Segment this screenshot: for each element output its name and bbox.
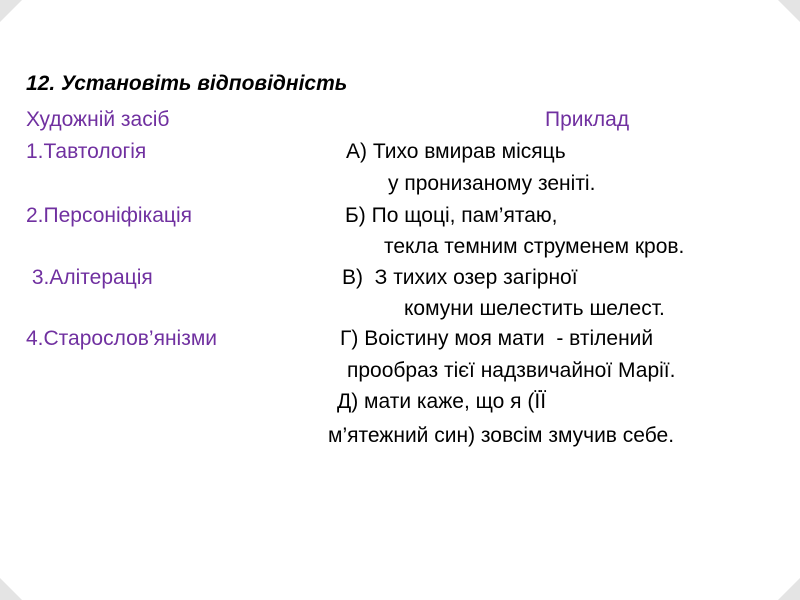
device-item-2: 2.Персоніфікація (26, 204, 192, 227)
example-b-line-2: текла темним струменем кров. (384, 235, 685, 258)
header-device: Художній засіб (26, 108, 170, 131)
example-d-line-2: м’ятежний син) зовсім змучив себе. (328, 424, 675, 447)
corner-decoration-bottom-right (778, 578, 800, 600)
example-g-line-2: прообраз тієї надзвичайної Марії. (347, 359, 676, 382)
example-a-line-2: у пронизаному зеніті. (388, 172, 596, 195)
device-item-1: 1.Тавтологія (26, 140, 147, 163)
corner-decoration-top-right (778, 0, 800, 22)
example-b-line-1: Б) По щоці, пам’ятаю, (345, 204, 558, 227)
example-v-line-2: комуни шелестить шелест. (404, 297, 665, 320)
device-item-3: 3.Алітерація (26, 266, 153, 289)
device-item-4: 4.Старослов’янізми (26, 327, 218, 350)
example-v-line-1: В) З тихих озер загірної (342, 266, 578, 289)
corner-decoration-bottom-left (0, 578, 22, 600)
example-d-line-1: Д) мати каже, що я (ЇЇ (337, 390, 547, 413)
corner-decoration-top-left (0, 0, 22, 22)
example-g-line-1: Г) Воістину моя мати - втілений (340, 327, 654, 350)
header-example: Приклад (545, 108, 630, 131)
task-title: 12. Установіть відповідність (26, 72, 348, 95)
example-a-line-1: А) Тихо вмирав місяць (346, 140, 566, 163)
